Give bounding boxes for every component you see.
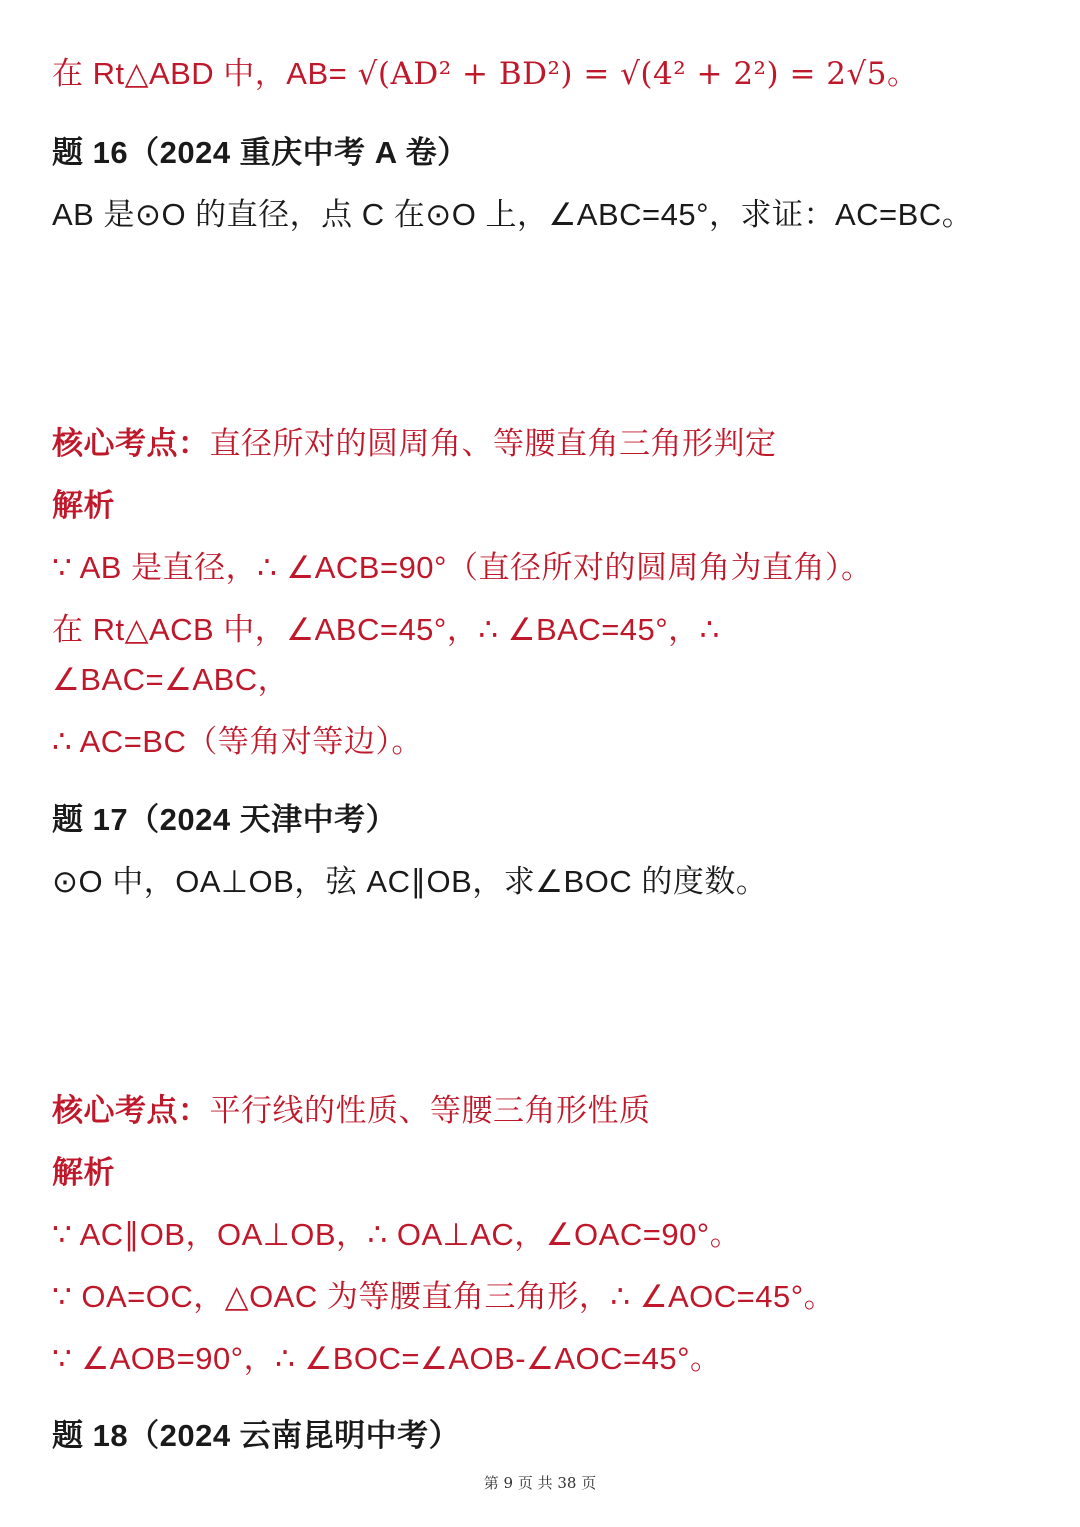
q17-step-1: ∵ AC∥OB，OA⊥OB，∴ OA⊥AC，∠OAC=90°。: [52, 1217, 742, 1252]
q16-step-4: ∴ AC=BC（等角对等边）。: [52, 724, 423, 759]
q16-step-2: 在 Rt△ACB 中，∠ABC=45°，∴ ∠BAC=45°，∴: [52, 612, 720, 647]
q16-step-3: ∠BAC=∠ABC，: [52, 662, 290, 697]
q17-analysis-label: 解析: [52, 1155, 115, 1190]
q17-step-3: ∵ ∠AOB=90°，∴ ∠BOC=∠AOB-∠AOC=45°。: [52, 1341, 722, 1376]
q17-title: 题 17（2024 天津中考）: [52, 802, 398, 837]
prev-solution-suffix: 。: [886, 56, 919, 91]
q17-step-2: ∵ OA=OC，△OAC 为等腰直角三角形，∴ ∠AOC=45°。: [52, 1279, 836, 1314]
prev-solution-prefix: 在 Rt△ABD 中，AB=: [52, 56, 348, 91]
q16-title: 题 16（2024 重庆中考 A 卷）: [52, 135, 469, 170]
q16-text: AB 是⊙O 的直径，点 C 在⊙O 上，∠ABC=45°，求证：AC=BC。: [52, 197, 974, 232]
q16-key-text: 直径所对的圆周角、等腰直角三角形判定: [209, 426, 777, 461]
q16-step-1: ∵ AB 是直径，∴ ∠ACB=90°（直径所对的圆周角为直角）。: [52, 550, 873, 585]
q17-key-label: 核心考点：: [52, 1093, 210, 1128]
prev-solution-line: [52, 54, 918, 94]
q17-text: ⊙O 中，OA⊥OB，弦 AC∥OB，求∠BOC 的度数。: [52, 864, 768, 899]
q16-key-label: 核心考点：: [52, 426, 210, 461]
q16-key-points: [52, 424, 777, 464]
q18-title: 题 18（2024 云南昆明中考）: [52, 1418, 461, 1453]
q17-key-text: 平行线的性质、等腰三角形性质: [209, 1093, 651, 1128]
prev-solution-formula: √(AD² + BD²) = √(4² + 2²) = 2√5: [347, 56, 887, 92]
q16-analysis-label: 解析: [52, 488, 115, 523]
q17-key-points: [52, 1091, 651, 1131]
page-number-footer: 第 9 页 共 38 页: [483, 1474, 597, 1492]
